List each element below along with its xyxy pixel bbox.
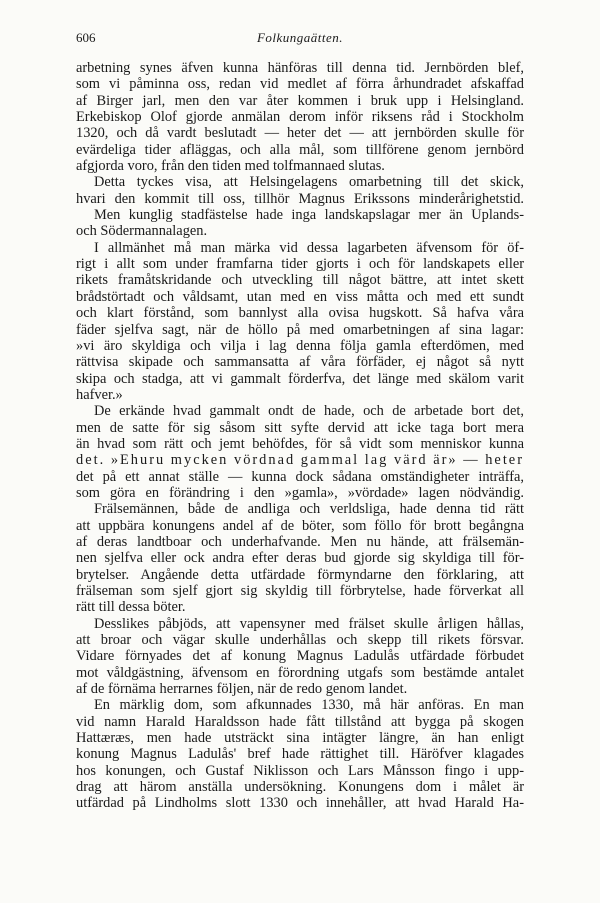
text-line: Detta tyckes visa, att Helsingelagens omarbetning till det skick, — [94, 174, 524, 191]
text-line: att uppbära konungens andel af de böter, som föllo för brott begångna — [76, 517, 524, 534]
text-line: fäder sjelfva sagt, när de höllo på med omarbetningen af sina lagar: — [76, 321, 524, 338]
text-line: »vi äro skyldiga och vilja i lag denna följa gamla efterdömen, med — [76, 337, 524, 354]
text-line: rikets framåtskridande och utveckling till något bättre, att intet skett — [76, 272, 524, 289]
text-line: I allmänhet må man märka vid dessa lagarbeten äfvensom för öf- — [94, 239, 524, 256]
text-line: af Birger jarl, men den var åter kommen i bruk upp i Helsingland. — [76, 92, 524, 109]
text-line: men de satte för sig såsom sitt syfte dervid att icke taga bort mera — [76, 419, 524, 436]
text-line: hafver.» — [76, 386, 123, 403]
text-line: evärdeliga tider afläggas, och alla mål, som tillförene genom jernbörd — [76, 141, 524, 158]
text-line: skipa och stadga, att vi gammalt förderfva, det länge med skälom varit — [76, 370, 524, 387]
text-line: Vidare förnyades det af konung Magnus Ladulås utfärdade förbudet — [76, 648, 524, 665]
text-line: Men kunglig stadfästelse hade inga landskapslagar mer än Uplands- — [94, 207, 524, 224]
running-title: Folkungaätten. — [256, 30, 344, 45]
text-line: mot våldgästning, äfvensom en förordning utgafs som bestämde antalet — [76, 664, 524, 681]
text-line: rättvisa skipade och sammansatta af våra förfäder, ej något så nytt — [76, 354, 524, 371]
text-line: drag att härom anställa undersökning. Konungens dom i målet är — [76, 779, 524, 796]
text-line: det. »Ehuru mycken vördnad gammal lag värd är» — heter — [76, 452, 524, 469]
text-line: En märklig dom, som afkunnades 1330, må här anföras. En man — [94, 697, 524, 714]
text-line: att broar och vägar skulle underhållas och skepp till rikets försvar. — [76, 632, 524, 649]
text-line: af de förnäma herrarnes följen, när de redo genom landet. — [76, 681, 408, 698]
text-line: det på ett annat ställe — kunna dock sådana omständigheter inträffa, — [76, 468, 524, 485]
text-line: afgjorda voro, från den tiden med tolfmannaed slutas. — [76, 158, 385, 175]
text-line: Hattæræs, men hade utsträckt sina intägter längre, än han enligt — [76, 730, 524, 747]
text-line: hos konungen, och Gustaf Niklisson och Lars Månsson fingo i upp- — [76, 762, 524, 779]
text-line: De erkände hvad gammalt ondt de hade, och de arbetade bort det, — [94, 403, 524, 420]
text-line: frälseman som sjelf gjort sig skyldig till förbrytelse, hade förverkat all — [76, 583, 524, 599]
text-line: och Södermannalagen. — [76, 223, 208, 240]
body-text — [76, 60, 524, 812]
text-line: Desslikes påbjöds, att vapensyner med frälset skulle årligen hållas, — [94, 615, 524, 632]
text-line: som vi påminna oss, redan vid medlet af förra århundradet afskaffad — [76, 76, 524, 93]
text-line: konung Magnus Ladulås' bref hade rättighet till. Häröfver klagades — [76, 746, 524, 763]
text-line: brytelser. Angående detta utfärdade förmyndarne den förklaring, att — [76, 566, 524, 583]
text-line: rigt i allt som under framfarna tider gjorts i och för landskapets eller — [76, 256, 524, 273]
text-line: rätt till dessa böter. — [76, 599, 186, 616]
text-line: än hvad som rätt och jemt behöfdes, för så vidt som menniskor kunna — [76, 435, 524, 452]
text-line: arbetning synes äfven kunna hänföras till denna tid. Jernbörden blef, — [76, 60, 524, 76]
text-line: utfärdad på Lindholms slott 1330 och innehåller, att hvad Harald Ha- — [76, 795, 524, 812]
page-header — [76, 30, 524, 50]
text-line: Frälsemännen, både de andliga och verldsliga, hade denna tid rätt — [94, 501, 524, 518]
text-line: 1320, och då vardt beslutadt — heter det — att jernbörden skulle för — [76, 125, 524, 142]
page-number: 606 — [76, 30, 96, 45]
text-line: och klart förstånd, som bannlyst alla ovisa hugskott. Så hafva våra — [76, 305, 524, 322]
text-line: hvari den kommit till oss, tillhör Magnus Erikssons minderårighetstid. — [76, 190, 524, 207]
text-line: vid namn Harald Haraldsson hade fått tillstånd att bygga på skogen — [76, 713, 524, 730]
text-line: nen sjelfva eller ock andra efter deras bud gjorde sig skyldiga till för- — [76, 550, 524, 567]
text-line: Erkebiskop Olof gjorde anmälan derom inför riksens råd i Stockholm — [76, 109, 524, 126]
text-line: som göra en förändring i den »gamla», »vördade» lagen nödvändig. — [76, 484, 524, 501]
text-line: af deras landtboar och underhafvande. Men nu hände, att frälsemän- — [76, 533, 524, 550]
text-line: brådstörtadt och våldsamt, utan med en viss måtta och med ett sundt — [76, 288, 524, 305]
